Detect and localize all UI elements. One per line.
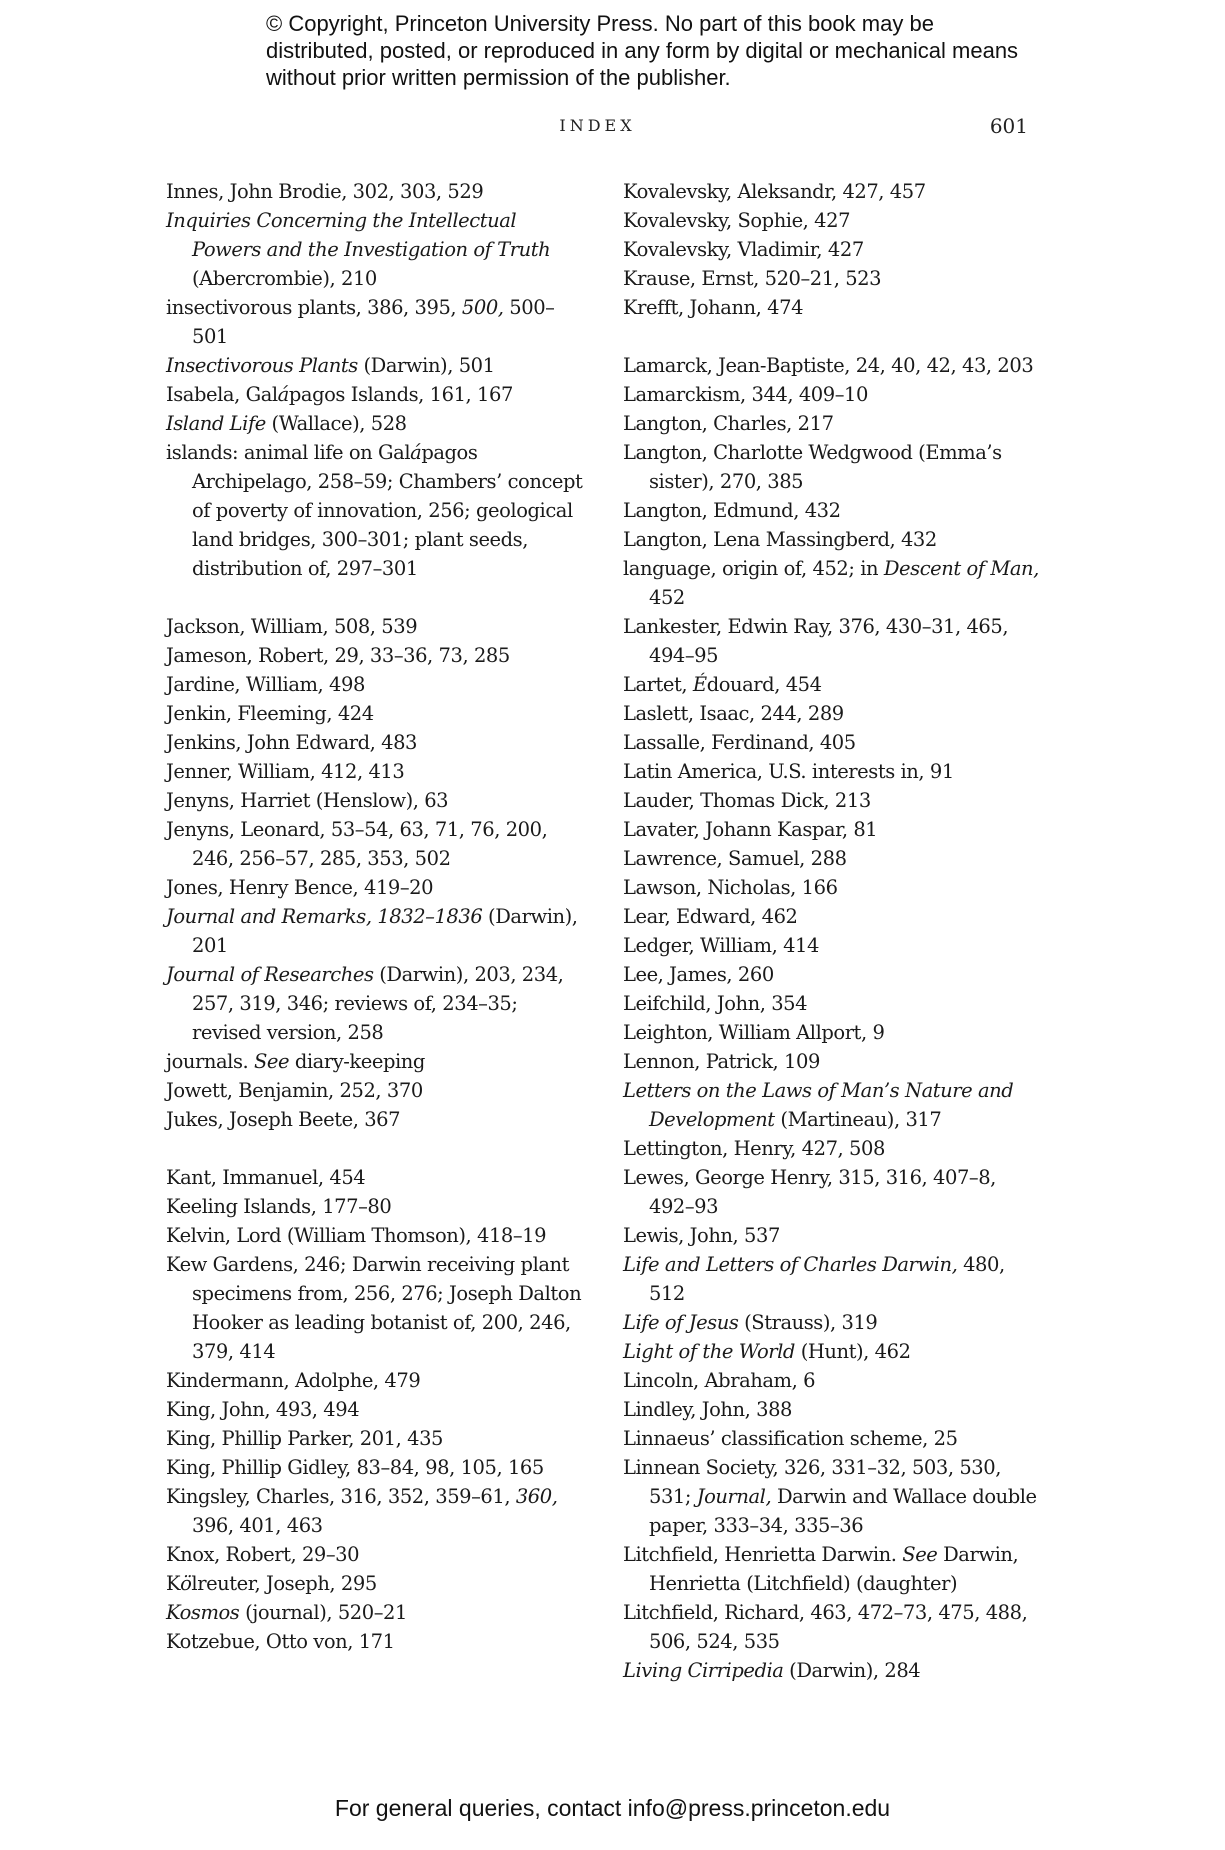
index-entry: Jenner, William, 412, 413 xyxy=(166,760,405,783)
index-entry: Litchfield, Richard, 463, 472–73, 475, 488, 506, 524, 535 xyxy=(623,1601,1028,1653)
index-entry: Krefft, Johann, 474 xyxy=(623,296,804,319)
index-entry: Lawrence, Samuel, 288 xyxy=(623,847,847,870)
section-gap xyxy=(166,583,584,612)
index-entry: Lettington, Henry, 427, 508 xyxy=(623,1137,885,1160)
index-entry: Keeling Islands, 177–80 xyxy=(166,1195,392,1218)
index-entry: Jameson, Robert, 29, 33–36, 73, 285 xyxy=(166,644,510,667)
index-entry: Lewes, George Henry, 315, 316, 407–8, 492–93 xyxy=(623,1166,996,1218)
index-entry: Living Cirripedia (Darwin), 284 xyxy=(623,1659,921,1682)
index-entry: Lamarck, Jean-Baptiste, 24, 40, 42, 43, 203 xyxy=(623,354,1034,377)
index-entry: Kew Gardens, 246; Darwin receiving plant specimens from, 256, 276; Joseph Dalton Hooker as leading botanist of, 200, 246, 379, 414 xyxy=(166,1253,582,1363)
index-entry: Journal of Researches (Darwin), 203, 234, 257, 319, 346; reviews of, 234–35; revised version, 258 xyxy=(166,963,564,1044)
index-entry: Leifchild, John, 354 xyxy=(623,992,808,1015)
index-entry: Letters on the Laws of Man’s Nature and Development (Martineau), 317 xyxy=(623,1079,1014,1131)
index-entry: Langton, Lena Massingberd, 432 xyxy=(623,528,937,551)
index-entry: Lauder, Thomas Dick, 213 xyxy=(623,789,871,812)
index-entry: Linnean Society, 326, 331–32, 503, 530, 531; Journal, Darwin and Wallace double paper, 333–34, 335–36 xyxy=(623,1456,1037,1537)
index-entry: Island Life (Wallace), 528 xyxy=(166,412,407,435)
index-entry: Lennon, Patrick, 109 xyxy=(623,1050,820,1073)
index-entry: Latin America, U.S. interests in, 91 xyxy=(623,760,954,783)
index-entry: Langton, Charles, 217 xyxy=(623,412,834,435)
running-title: INDEX xyxy=(559,116,636,135)
running-header xyxy=(0,114,1225,144)
index-entry: Kovalevsky, Aleksandr, 427, 457 xyxy=(623,180,926,203)
index-column-left xyxy=(166,177,584,1656)
index-entry: Life of Jesus (Strauss), 319 xyxy=(623,1311,878,1334)
index-entry: Lartet, Édouard, 454 xyxy=(623,673,822,696)
index-entry: Lewis, John, 537 xyxy=(623,1224,780,1247)
section-gap xyxy=(166,1134,584,1163)
index-entry: Jenyns, Harriet (Henslow), 63 xyxy=(166,789,449,812)
index-entry: Jenkin, Fleeming, 424 xyxy=(166,702,374,725)
index-entry: Isabela, Galápagos Islands, 161, 167 xyxy=(166,383,513,406)
index-entry: Lear, Edward, 462 xyxy=(623,905,798,928)
copyright-notice: © Copyright, Princeton University Press. No part of this book may be distributed, posted, or reproduced in any form by digital or mechanical means without prior written permission of the publisher. xyxy=(266,11,1019,90)
index-entry: Krause, Ernst, 520–21, 523 xyxy=(623,267,882,290)
index-entry: Litchfield, Henrietta Darwin. See Darwin, Henrietta (Litchfield) (daughter) xyxy=(623,1543,1019,1595)
index-entry: Life and Letters of Charles Darwin, 480, 512 xyxy=(623,1253,1005,1305)
index-entry: Lankester, Edwin Ray, 376, 430–31, 465, 494–95 xyxy=(623,615,1009,667)
index-entry: language, origin of, 452; in Descent of Man, 452 xyxy=(623,557,1039,609)
index-entry: Kotzebue, Otto von, 171 xyxy=(166,1630,395,1653)
index-entry: islands: animal life on Galápagos Archipelago, 258–59; Chambers’ concept of poverty of innovation, 256; geological land bridges, 300–301; plant seeds, distribution of, 297–301 xyxy=(166,441,583,580)
index-entry: Leighton, William Allport, 9 xyxy=(623,1021,885,1044)
index-entry: Jenkins, John Edward, 483 xyxy=(166,731,418,754)
index-entry: King, Phillip Parker, 201, 435 xyxy=(166,1427,444,1450)
index-entry: Knox, Robert, 29–30 xyxy=(166,1543,360,1566)
index-entry: Kovalevsky, Vladimir, 427 xyxy=(623,238,864,261)
index-entry: Lavater, Johann Kaspar, 81 xyxy=(623,818,878,841)
index-entry: Inquiries Concerning the Intellectual Powers and the Investigation of Truth (Abercrombie), 210 xyxy=(166,209,551,290)
index-entry: Kingsley, Charles, 316, 352, 359–61, 360, 396, 401, 463 xyxy=(166,1485,558,1537)
index-entry: Lindley, John, 388 xyxy=(623,1398,793,1421)
index-entry: King, John, 493, 494 xyxy=(166,1398,360,1421)
index-entry: Linnaeus’ classification scheme, 25 xyxy=(623,1427,958,1450)
index-entry: Jackson, William, 508, 539 xyxy=(166,615,418,638)
index-entry: Kosmos (journal), 520–21 xyxy=(166,1601,407,1624)
index-entry: insectivorous plants, 386, 395, 500, 500–501 xyxy=(166,296,555,348)
page-number: 601 xyxy=(989,114,1028,138)
index-entry: Lawson, Nicholas, 166 xyxy=(623,876,838,899)
index-entry: Jowett, Benjamin, 252, 370 xyxy=(166,1079,423,1102)
index-entry: Laslett, Isaac, 244, 289 xyxy=(623,702,844,725)
index-entry: Insectivorous Plants (Darwin), 501 xyxy=(166,354,495,377)
index-entry: Langton, Charlotte Wedgwood (Emma’s sister), 270, 385 xyxy=(623,441,1002,493)
index-entry: Lassalle, Ferdinand, 405 xyxy=(623,731,856,754)
index-entry: Jenyns, Leonard, 53–54, 63, 71, 76, 200, 246, 256–57, 285, 353, 502 xyxy=(166,818,548,870)
index-entry: Ledger, William, 414 xyxy=(623,934,819,957)
index-entry: Kant, Immanuel, 454 xyxy=(166,1166,366,1189)
index-entry: Lamarckism, 344, 409–10 xyxy=(623,383,868,406)
index-entry: Kelvin, Lord (William Thomson), 418–19 xyxy=(166,1224,547,1247)
index-entry: Kovalevsky, Sophie, 427 xyxy=(623,209,851,232)
index-entry: Jukes, Joseph Beete, 367 xyxy=(166,1108,401,1131)
index-entry: Jardine, William, 498 xyxy=(166,673,365,696)
index-entry: Kölreuter, Joseph, 295 xyxy=(166,1572,377,1595)
index-entry: Lee, James, 260 xyxy=(623,963,774,986)
index-entry: Langton, Edmund, 432 xyxy=(623,499,841,522)
index-entry: Journal and Remarks, 1832–1836 (Darwin), 201 xyxy=(166,905,578,957)
index-entry: Jones, Henry Bence, 419–20 xyxy=(166,876,434,899)
index-column-right xyxy=(623,177,1043,1685)
index-entry: Innes, John Brodie, 302, 303, 529 xyxy=(166,180,484,203)
index-entry: Kindermann, Adolphe, 479 xyxy=(166,1369,421,1392)
index-entry: Lincoln, Abraham, 6 xyxy=(623,1369,816,1392)
index-entry: King, Phillip Gidley, 83–84, 98, 105, 165 xyxy=(166,1456,544,1479)
section-gap xyxy=(623,322,1043,351)
index-entry: Light of the World (Hunt), 462 xyxy=(623,1340,911,1363)
index-entry: journals. See diary-keeping xyxy=(166,1050,425,1073)
footer-contact: For general queries, contact info@press.princeton.edu xyxy=(334,1795,891,1821)
